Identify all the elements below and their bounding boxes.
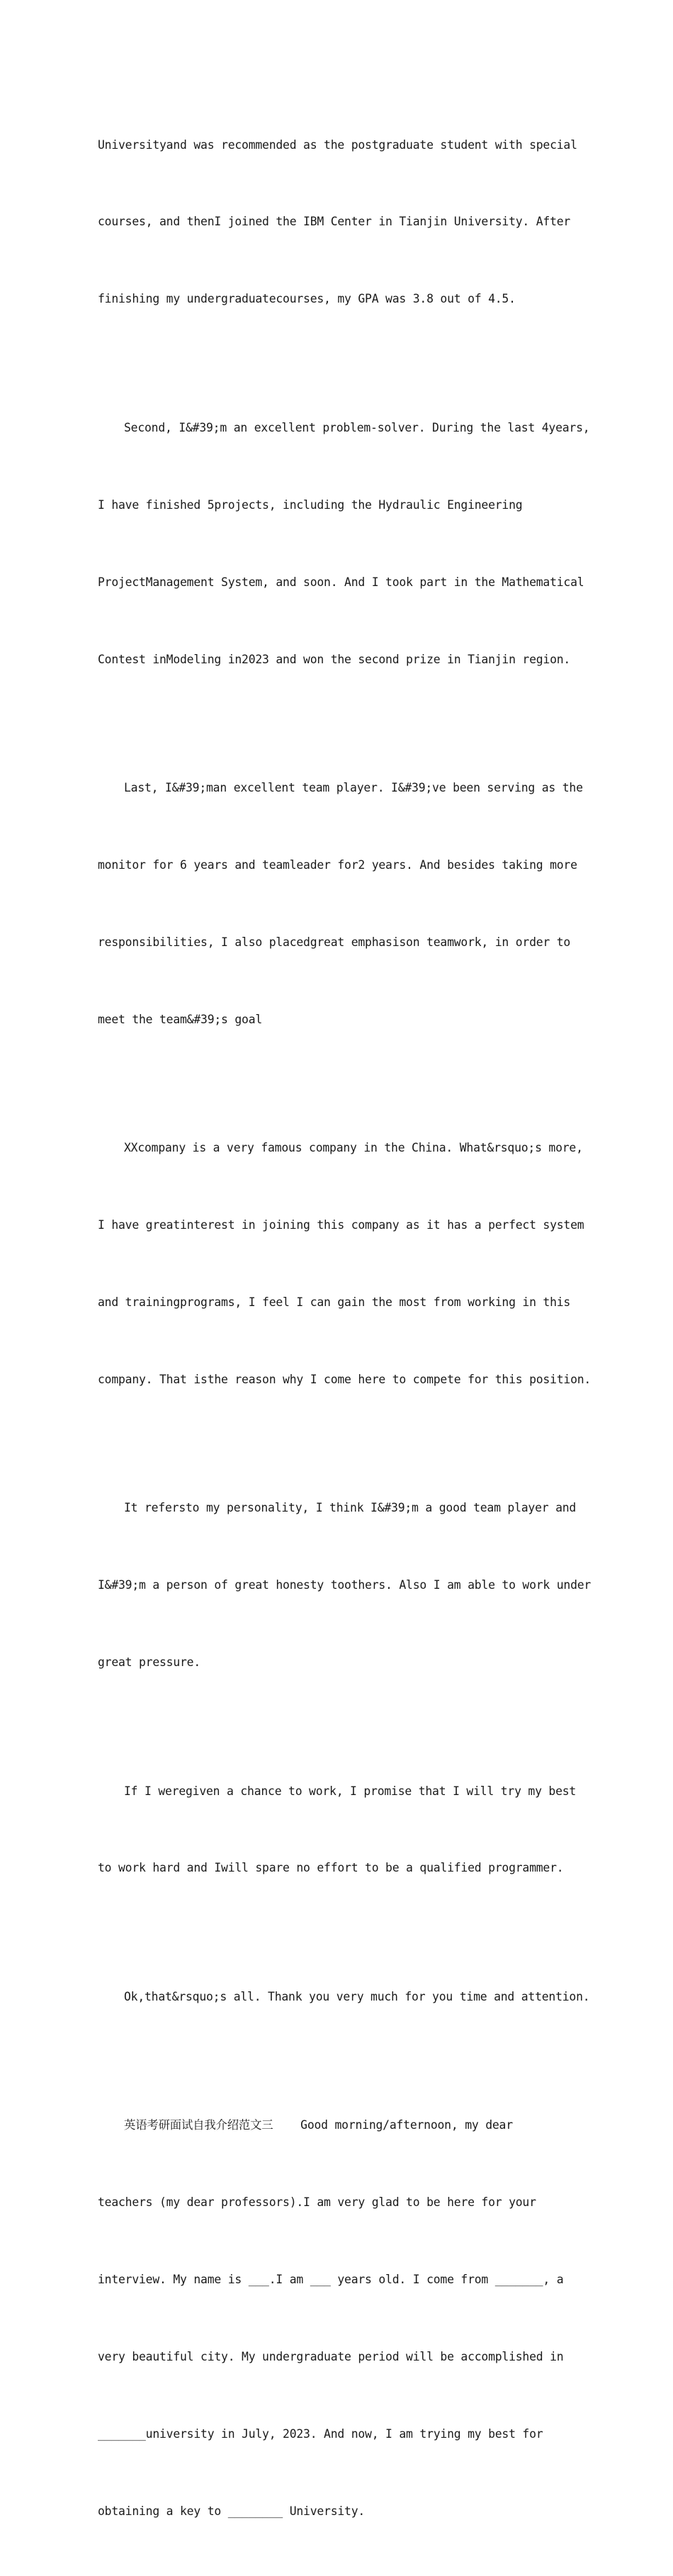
text-line-heading [98,2113,579,2138]
paragraph-1 [98,81,579,364]
text-line: Ok,that&rsquo;s all. Thank you very much for you time and attention. [124,1989,590,2003]
text-line: and trainingprograms, I feel I can gain the most from working in this [98,1295,571,1309]
text-line: Contest inModeling in2023 and won the second prize in Tianjin region. [98,652,571,666]
paragraph-7 [98,1933,590,2061]
text-line: meet the team&#39;s goal [98,1012,263,1026]
text-line: interview. My name is ___.I am ___ years old. I come from _______, a [98,2273,564,2287]
paragraph-5 [98,1444,592,1727]
text-line: _______university in July, 2023. And now, I am trying my best for [98,2427,543,2441]
paragraph-2 [98,364,590,724]
text-line: Second, I&#39;m an excellent problem-solver. During the last 4years, [124,420,590,434]
text-line: Universityand was recommended as the postgraduate student with special [98,137,577,152]
paragraph-6 [98,1727,579,1933]
text-line: ProjectManagement System, and soon. And I took part in the Mathematical [98,575,584,589]
text-line: courses, and thenI joined the IBM Center in Tianjin University. After [98,215,571,229]
text-line: XXcompany is a very famous company in the China. What&rsquo;s more, [124,1141,583,1155]
text-line: I have finished 5projects, including the Hydraulic Engineering [98,497,523,512]
paragraph-8 [98,2062,579,2576]
text-line: company. That isthe reason why I come here to compete for this position. [98,1372,592,1386]
text-line: I have greatinterest in joining this company as it has a perfect system [98,1218,584,1232]
text-line: to work hard and Iwill spare no effort to be a qualified programmer. [98,1861,564,1875]
text-fragment: Good morning/afternoon, my dear [273,2118,513,2132]
text-line: very beautiful city. My undergraduate period will be accomplished in [98,2350,564,2364]
text-line: finishing my undergraduatecourses, my GPA was 3.8 out of 4.5. [98,292,516,306]
paragraph-4 [98,1084,592,1444]
text-line: teachers (my dear professors).I am very glad to be here for your [98,2195,536,2210]
text-line: monitor for 6 years and teamleader for2 years. And besides taking more [98,857,577,872]
text-line: great pressure. [98,1655,201,1670]
text-line: I&#39;m a person of great honesty toothers. Also I am able to work under [98,1578,592,1592]
section-heading-cjk: 英语考研面试自我介绍范文三 [124,2118,273,2132]
text-line: obtaining a key to ________ University. [98,2504,366,2518]
paragraph-3 [98,724,583,1084]
text-line: It refersto my personality, I think I&#39;m a good team player and [124,1501,577,1515]
text-line: responsibilities, I also placedgreat emphasison teamwork, in order to [98,935,571,949]
text-line: Last, I&#39;man excellent team player. I&#39;ve been serving as the [124,781,583,795]
document-body [98,81,592,2576]
text-line: If I weregiven a chance to work, I promise that I will try my best [124,1784,577,1798]
